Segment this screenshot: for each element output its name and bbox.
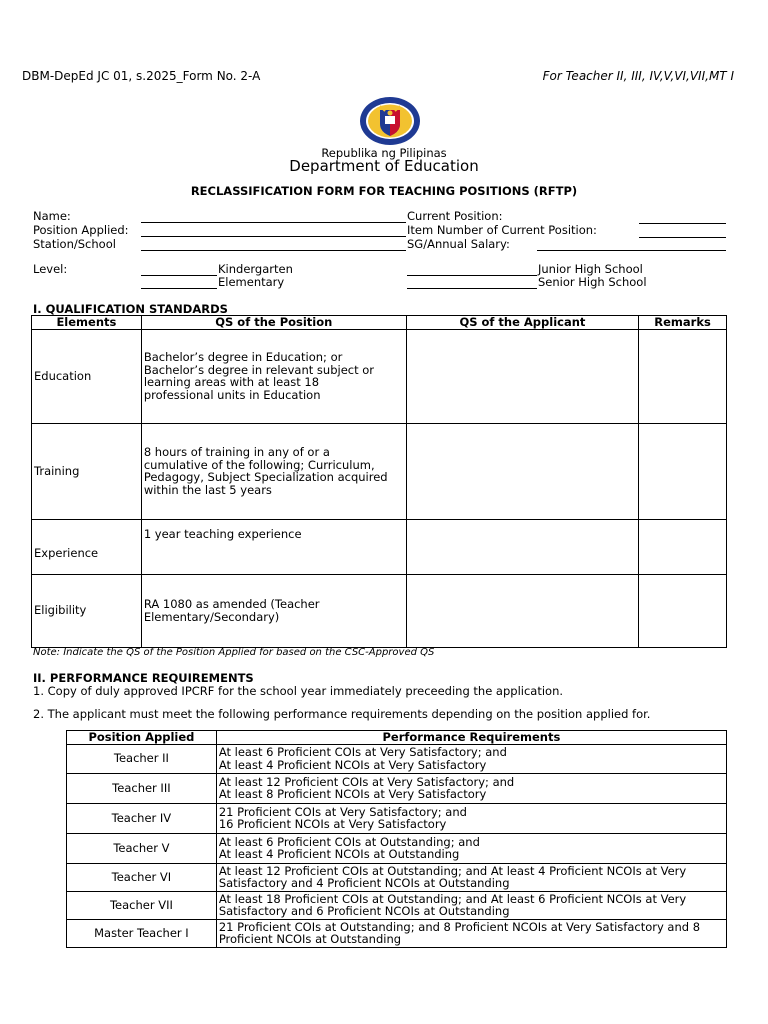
qs-eligibility bbox=[141, 574, 406, 647]
elementary-blank[interactable] bbox=[141, 288, 217, 289]
requirement-line: Proficient NCOIs at Outstanding bbox=[218, 932, 402, 946]
requirement-line: At least 6 Proficient COIs at Very Satisfactory; and bbox=[218, 745, 507, 759]
senior-high-blank[interactable] bbox=[407, 288, 537, 289]
table-row bbox=[32, 519, 727, 574]
republic-name: Republika ng Pilipinas bbox=[321, 146, 447, 160]
qs-header-row bbox=[32, 316, 727, 330]
current-position-label: Current Position: bbox=[407, 209, 503, 223]
section-2-title: II. PERFORMANCE REQUIREMENTS bbox=[33, 671, 254, 685]
requirement-line: 21 Proficient COIs at Outstanding; and 8 Proficient NCOIs at Very Satisfactory and 8 bbox=[218, 919, 701, 934]
performance-requirement-cell bbox=[216, 863, 726, 891]
applicant-training-cell[interactable] bbox=[406, 423, 638, 519]
perf-header-position: Position Applied bbox=[67, 731, 217, 745]
requirement-line: At least 4 Proficient NCOIs at Very Satisfactory bbox=[218, 757, 487, 772]
section-1-title: I. QUALIFICATION STANDARDS bbox=[33, 302, 228, 316]
station-school-field[interactable] bbox=[141, 250, 406, 251]
requirement-line: At least 6 Proficient COIs at Outstanding; and bbox=[218, 834, 480, 849]
remarks-education-cell[interactable] bbox=[639, 329, 727, 423]
performance-requirement-cell bbox=[216, 919, 726, 947]
qs-header-remarks: Remarks bbox=[639, 316, 727, 330]
name-label: Name: bbox=[33, 209, 71, 223]
table-row bbox=[32, 574, 727, 647]
qs-header-position: QS of the Position bbox=[141, 316, 406, 330]
position-applied-label: Position Applied: bbox=[33, 223, 129, 237]
table-row bbox=[67, 891, 727, 919]
perf-header-requirements: Performance Requirements bbox=[216, 731, 726, 745]
deped-seal-logo bbox=[358, 96, 422, 146]
qs-education bbox=[141, 329, 406, 423]
applicant-eligibility-cell[interactable] bbox=[406, 574, 638, 647]
name-field[interactable] bbox=[141, 222, 406, 223]
qualification-standards-table bbox=[31, 315, 727, 648]
table-row bbox=[67, 803, 727, 833]
requirement-item-1: 1. Copy of duly approved IPCRF for the school year immediately preceeding the application. bbox=[33, 684, 564, 698]
applies-to: For Teacher II, III, IV,V,VI,VII,MT I bbox=[542, 69, 734, 83]
table-row bbox=[32, 423, 727, 519]
requirement-line: At least 12 Proficient COIs at Very Satisfactory; and bbox=[218, 774, 515, 789]
senior-high-label: Senior High School bbox=[538, 275, 647, 289]
position-applied-field[interactable] bbox=[141, 236, 406, 237]
position-applied-cell: Teacher VII bbox=[67, 891, 217, 919]
item-number-field[interactable] bbox=[639, 237, 726, 238]
sg-salary-label: SG/Annual Salary: bbox=[407, 237, 510, 251]
element-training: Training bbox=[32, 423, 142, 519]
table-row bbox=[67, 863, 727, 891]
requirement-line: At least 18 Proficient COIs at Outstanding; and At least 6 Proficient NCOIs at Very bbox=[218, 891, 687, 906]
position-applied-cell: Teacher V bbox=[67, 833, 217, 863]
table-row bbox=[67, 919, 727, 947]
element-eligibility: Eligibility bbox=[32, 574, 142, 647]
remarks-training-cell[interactable] bbox=[639, 423, 727, 519]
requirement-line: 21 Proficient COIs at Very Satisfactory; and bbox=[218, 804, 467, 819]
requirement-line: 16 Proficient NCOIs at Very Satisfactory bbox=[218, 817, 447, 831]
position-applied-cell: Master Teacher I bbox=[67, 919, 217, 947]
qs-eligibility-text: RA 1080 as amended (Teacher Elementary/Secondary) bbox=[143, 597, 320, 624]
position-applied-cell: Teacher II bbox=[67, 744, 217, 773]
table-row bbox=[32, 329, 727, 423]
sg-salary-field[interactable] bbox=[537, 250, 726, 251]
qs-training bbox=[141, 423, 406, 519]
performance-requirement-cell bbox=[216, 773, 726, 803]
table-row bbox=[67, 773, 727, 803]
performance-requirement-cell bbox=[216, 803, 726, 833]
applicant-experience-cell[interactable] bbox=[406, 519, 638, 574]
junior-high-blank[interactable] bbox=[407, 275, 537, 276]
current-position-field[interactable] bbox=[639, 223, 726, 224]
qs-note: Note: Indicate the QS of the Position Applied for based on the CSC-Approved QS bbox=[33, 647, 435, 658]
qs-header-elements: Elements bbox=[32, 316, 142, 330]
position-applied-cell: Teacher IV bbox=[67, 803, 217, 833]
kindergarten-label: Kindergarten bbox=[218, 262, 293, 276]
element-experience: Experience bbox=[32, 519, 142, 574]
qs-header-applicant: QS of the Applicant bbox=[406, 316, 638, 330]
performance-requirements-table bbox=[66, 730, 727, 948]
department-name: Department of Education bbox=[289, 157, 479, 175]
form-code: DBM-DepEd JC 01, s.2025_Form No. 2-A bbox=[22, 69, 261, 83]
position-applied-cell: Teacher VI bbox=[67, 863, 217, 891]
requirement-item-2: 2. The applicant must meet the following performance requirements depending on the position applied for. bbox=[33, 707, 651, 721]
requirement-line: Satisfactory and 4 Proficient NCOIs at Outstanding bbox=[218, 876, 510, 890]
performance-requirement-cell bbox=[216, 833, 726, 863]
station-school-label: Station/School bbox=[33, 237, 116, 251]
requirement-line: At least 4 Proficient NCOIs at Outstanding bbox=[218, 847, 460, 861]
requirement-line: Satisfactory and 6 Proficient NCOIs at Outstanding bbox=[218, 904, 510, 918]
elementary-label: Elementary bbox=[218, 275, 285, 289]
item-number-label: Item Number of Current Position: bbox=[407, 223, 597, 237]
requirement-line: At least 8 Proficient NCOIs at Very Satisfactory bbox=[218, 787, 487, 801]
position-applied-cell: Teacher III bbox=[67, 773, 217, 803]
qs-education-text: Bachelor’s degree in Education; or Bachelor’s degree in relevant subject or learning areas with at least 18 professional units in Education bbox=[143, 350, 375, 402]
element-education: Education bbox=[32, 329, 142, 423]
table-row bbox=[67, 833, 727, 863]
junior-high-label: Junior High School bbox=[538, 262, 643, 276]
kindergarten-blank[interactable] bbox=[141, 275, 217, 276]
remarks-experience-cell[interactable] bbox=[639, 519, 727, 574]
form-title: RECLASSIFICATION FORM FOR TEACHING POSITIONS (RFTP) bbox=[190, 184, 578, 198]
applicant-education-cell[interactable] bbox=[406, 329, 638, 423]
table-row bbox=[67, 744, 727, 773]
performance-requirement-cell bbox=[216, 744, 726, 773]
qs-training-text: 8 hours of training in any of or a cumulative of the following; Curriculum, Pedagogy, Subject Specialization acquired within the last 5 years bbox=[143, 445, 388, 497]
performance-requirement-cell bbox=[216, 891, 726, 919]
remarks-eligibility-cell[interactable] bbox=[639, 574, 727, 647]
requirement-line: At least 12 Proficient COIs at Outstanding; and At least 4 Proficient NCOIs at Very bbox=[218, 863, 687, 878]
level-label: Level: bbox=[33, 262, 68, 276]
perf-header-row bbox=[67, 731, 727, 745]
qs-experience: 1 year teaching experience bbox=[141, 519, 406, 574]
